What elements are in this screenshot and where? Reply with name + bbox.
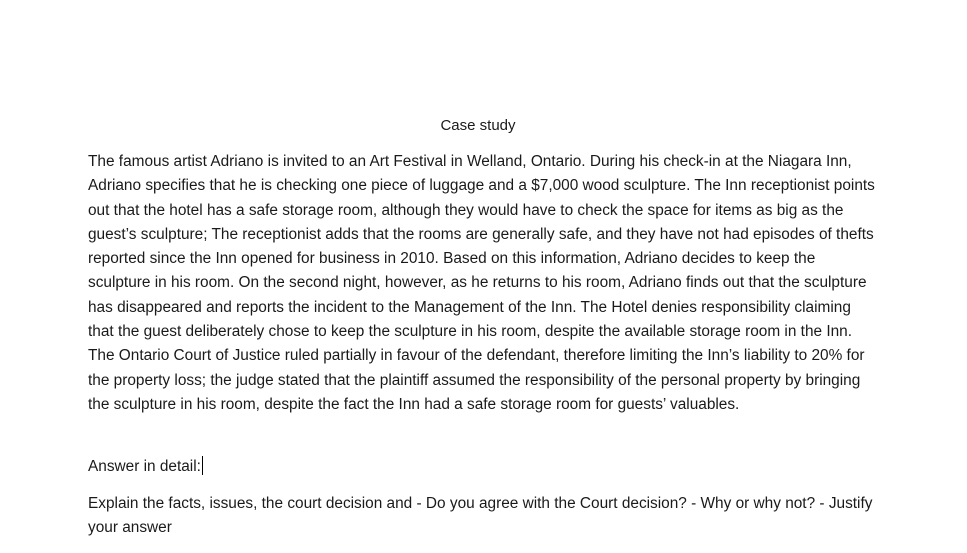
case-study-paragraph: The famous artist Adriano is invited to an Art Festival in Welland, Ontario. During his check-in at the Niagara Inn, Adriano specifies that he is checking one piece of luggage and a $7,000 wood sculpture. The Inn receptionist points out that the hotel has a safe storage room, although they would have to check the space for items as big as the guest’s sculpture; The receptionist adds that the rooms are generally safe, and they have not had episodes of thefts reported since the Inn opened for business in 2010. Based on this information, Adriano decides to keep the sculpture in his room. On the second night, however, as he returns to his room, Adriano finds out that the sculpture has disappeared and reports the incident to the Management of the Inn. The Hotel denies responsibility claiming that the guest deliberately chose to keep the sculpture in his room, despite the available storage room in the Inn. The Ontario Court of Justice ruled partially in favour of the defendant, therefore limiting the Inn’s liability to 20% for the property loss; the judge stated that the plaintiff assumed the responsibility of the personal property by bringing the sculpture in his room, despite the fact the Inn had a safe storage room for guests’ valuables. — [88, 153, 875, 413]
document-title: Case study — [440, 117, 516, 134]
text-cursor — [202, 456, 203, 475]
answer-line[interactable] — [88, 455, 878, 479]
question-paragraph: Explain the facts, issues, the court decision and - Do you agree with the Court decision? - Why or why not? - Justify your answer — [88, 495, 873, 537]
answer-label: Answer in detail: — [88, 458, 201, 475]
